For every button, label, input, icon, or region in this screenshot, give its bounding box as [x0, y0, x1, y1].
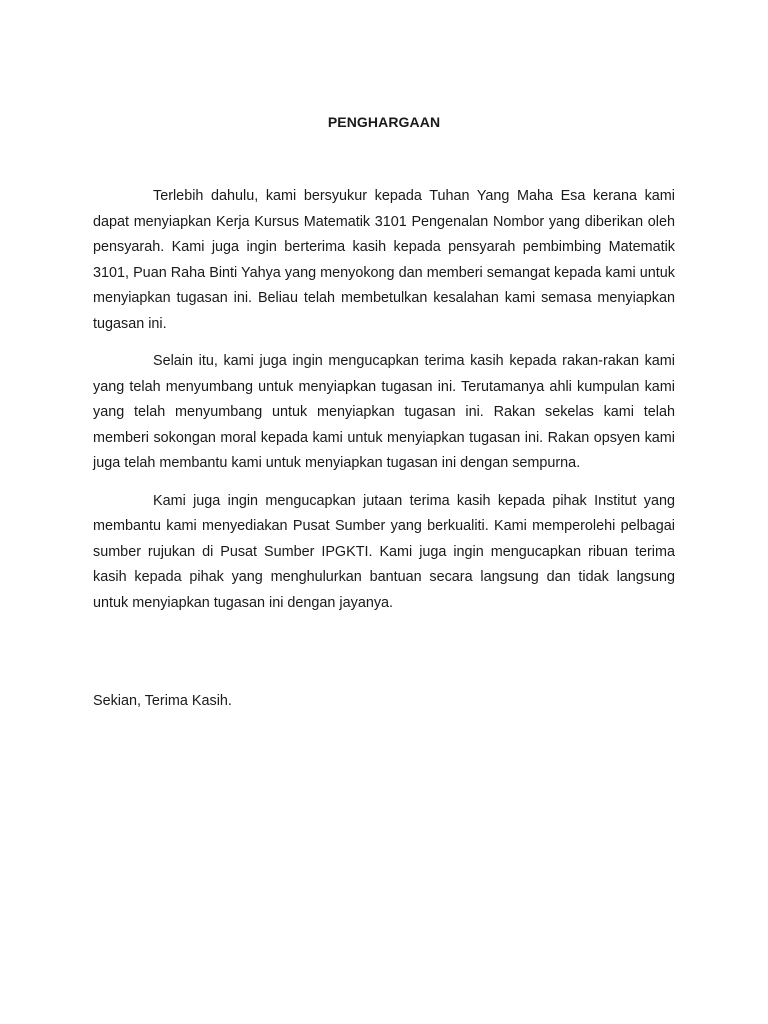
paragraph-1: Terlebih dahulu, kami bersyukur kepada Tuhan Yang Maha Esa kerana kami dapat menyiapkan Kerja Kursus Matematik 3101 Pengenalan Nombor yang diberikan oleh pensyarah. Kami juga ingin berterima kasih kepada pensyarah pembimbing Matematik 3101, Puan Raha Binti Yahya yang menyokong dan memberi semangat kepada kami untuk menyiapkan tugasan ini. Beliau telah membetulkan kesalahan kami semasa menyiapkan tugasan ini.	[93, 188, 675, 332]
page-title: PENGHARGAAN	[327, 114, 441, 130]
document-body	[93, 184, 675, 628]
paragraph-3: Kami juga ingin mengucapkan jutaan terima kasih kepada pihak Institut yang membantu kami menyediakan Pusat Sumber yang berkualiti. Kami memperolehi pelbagai sumber rujukan di Pusat Sumber IPGKTI. Kami juga ingin mengucapkan ribuan terima kasih kepada pihak yang menghulurkan bantuan secara langsung dan tidak langsung untuk menyiapkan tugasan ini dengan jayanya.	[93, 492, 675, 611]
paragraph-2: Selain itu, kami juga ingin mengucapkan terima kasih kepada rakan-rakan kami yang telah menyumbang untuk menyiapkan tugasan ini. Terutamanya ahli kumpulan kami yang telah menyumbang untuk menyiapkan tugasan ini. Rakan sekelas kami telah memberi sokongan moral kepada kami untuk menyiapkan tugasan ini. Rakan opsyen kami juga telah membantu kami untuk menyiapkan tugasan ini dengan sempurna.	[93, 353, 675, 471]
closing-line: Sekian, Terima Kasih.	[93, 693, 232, 709]
